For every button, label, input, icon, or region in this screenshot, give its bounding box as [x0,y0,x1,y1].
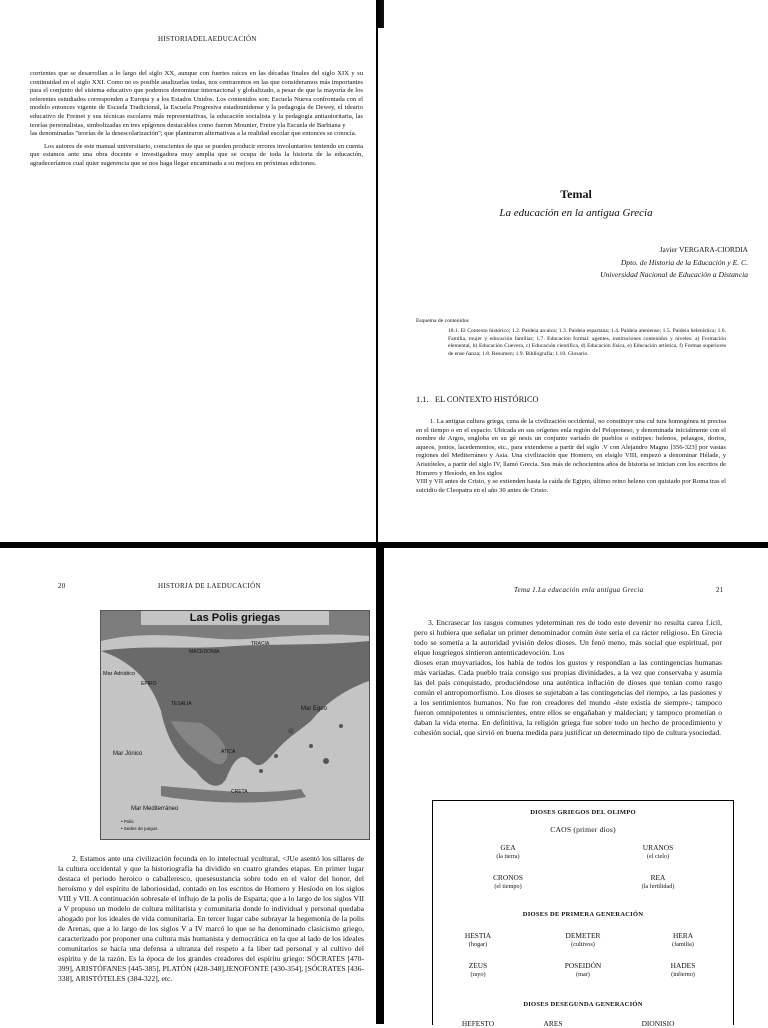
god-domain: (infierno) [671,971,695,978]
author-university: Universidad Nacional de Educación a Distancia [600,270,748,279]
god-entry [613,873,703,891]
map-label: ATICA [221,749,236,755]
god-name: HADES [670,961,696,970]
body-paragraph [30,70,363,169]
map-legend-games: • Sedes de juegos [121,826,158,831]
god-name: HESTIA [464,931,492,940]
god-name-partial: HEFESTO [461,1019,495,1028]
running-head: HISTORJA DE LAEDUCACIÓN [158,582,261,590]
caos-entry: CAOS (primer dios) [550,825,616,834]
running-head: HISTORIADELAEDUCACIÓN [158,35,257,43]
god-domain: (el tiempo) [494,883,522,890]
chapter-subtitle: La educación en la antigua Grecia [499,207,653,219]
page-preface-end [0,0,376,542]
body-paragraph [414,618,722,738]
god-domain: (el cielo) [646,853,670,860]
god-entry [538,931,628,949]
map-label: Mar Adriático [103,671,136,677]
map-label: MACEDONIA [189,649,220,655]
page-map [0,548,376,1024]
paragraph-text: las denominadas "teorías de la desescolarización"; que plantearon alternativas a la realidad escolar que entonces se conocía. [30,130,357,138]
god-entry [463,843,553,861]
god-domain: (la fertilidad) [641,883,675,890]
table-heading: DIOSES DE PRIMERA GENERACIÓN [522,911,644,918]
page-chapter-opening [384,0,768,542]
section-body [416,418,726,495]
paragraph-text: 3. Encrasecar los rasgos comunes ydeterminan res de todo este devenir no resulta carea f.icil, pero si hubiera que señalar un primer denominador común éste sería el ca rácter religioso. En Grecia todo se sometía a la autoridad yvisión delos dioses. Un fenó meno, más social que espiritual, por elque losgriegos sintieron antenticadevoción. Los [414,618,722,657]
god-domain: (rayo) [470,971,486,978]
scheme-contents: 18.1. El Contexto histórico; 1.2. Paideia arcaica; 1.3. Paideia espartana; 1.4. Paideia ateniense; 1.5. Paideia helenística; 1.6. Familia, mujer y educación familiar; 1.7. Educación formal: agentes, instituciones contenidos y niveles: a) Formación elemental, b) Educación Cuevera, c) Educación científica, d) Educación física, e) Educación artística, f) Formas superiores de ense ñanza; 1.8. Resumen; 1.9. Bibliografía; 1.10. Glosario. [448,328,726,357]
god-name: GEA [500,843,516,852]
paragraph-text: VIII y VII antes de Cristo, y se extienden hasta la caída de Egipto, último reino heleno con quistado por Roma tras el suicidio de Cleopatra en el año 30 antes de Cristo. [416,478,726,494]
god-domain: (hogar) [468,941,488,948]
god-domain: (la tierra) [496,853,520,860]
gods-table [432,800,734,1028]
god-entry [638,961,728,979]
god-name-partial: DIONISIO [641,1019,675,1028]
page-divider-vertical [376,0,378,542]
god-name: HERA [672,931,694,940]
god-domain: (cultivos) [571,941,595,948]
map-label: TRACIA [251,641,270,647]
god-name: REA [650,873,666,882]
body-paragraph [58,854,364,984]
paragraph-text: 1. La antigua cultura griega, cuna de la civilización occidental, no constituye una cul tura homogénea ni precisa en el tiempo o en el espacio. Ubicada en sus orígenes enla región del Peloponeso, y denominada inicialmente con el nombre de Argos, engloba en su gé nesis un conjunto variado de pueblos o estirpes: helenos, pelasgos, dorios, aqueos, jonios, lacedemonios, etc., para extenderse a partir del siglo .V con Alejandro Magno [356-323] por vastas regiones del Mediterráneo y Asia. Una civilización que Homero, en elsiglo VIII, empezó a denominar Hélade, y Aristóteles, a partir del siglo IV, llamó Grecia. Sus más de ochocientos años de historia se inician con los escritos de Homero y Hesíodo, en los siglos [416,418,726,477]
page-number: 20 [58,582,66,590]
god-entry [538,961,628,979]
map-graphic [101,611,369,839]
author-name: Javier VERGARA-CIORDIA [659,245,748,254]
map-label: EPIRO [141,681,157,687]
map-label: TESALIA [171,701,192,707]
god-entry [638,931,728,949]
paragraph-text: 2. Estamos ante una civilización fecunda en lo intelectual ycultural, <JUe asentó los sillares de la cultura occidental y que la historiografía ha dividido en cuatro grandes etapas. En primer lugar destaca el periodo heroico o caballeresco, quesesustancia sobre todo en el valor del honor, del heroísmo y del espíritu de laboriosidad, contado en los escritos de Homero y Hesíodo en los siglos VIII y VII. A continuación sobresale el influjo de la polis de Esparta, que a lo largo de los siglos VII a V propuso un modelo de cultura militarista y comunitaria donde lo individual y personal quedaba ahogado por los ideales de vida comunitaria. En tercer lugar cabe subrayar la hegemonía de la polis de Arenas, que a lo largo de los siglos V a IV marcó lo que se ha denominado clasicismo griego, caracterizado por proponer una cultura más humanista y democrática en la que al lado de los ideales comunitarios se hacía una defensa a ultranza del respeto a fa liber tad personal y al cultivo del espíritu y de la razón. Es la época de los grandes creadores del espíritu griego: SÓCRATES [470-399], ARISTÓFANES [445-385], PLATÓN (428-348],JENOFONTE [430-354], [SÓCRATES [436-338], ARISTÓTELES (384-322], etc. [58,854,364,983]
paragraph-text: Los autores de este manual universitario, conscientes de que se pueden producir errores involuntarios teniendo en cuenta que estamos ante una obra docente e investigadora muy amplia que se ocupa de toda la historia de la educación, agradeceríamos cual quier sugerencia que se nos haga llegar encaminada a su mejora en próximas ediciones. [30,142,363,167]
map-label: Mar Jónico [113,751,143,757]
god-entry [433,931,523,949]
god-name: URANOS [642,843,674,852]
table-heading: DIOSES DESEGUNDA GENERACIÓN [523,1001,643,1008]
god-entry [433,961,523,979]
god-domain: (mar) [576,971,590,978]
map-label: Mar Mediterráneo [131,806,179,812]
paragraph-text: dioses eran muyvariados, los había de todos los gustos y respondían a las contingencias humanas más variadas. Cada pueblo traía consigo sus propias divinidades, a la vez que conservaba y asumía las del país conquistado, produciéndose una auténtica inflación de dioses que tenían como rasgo común el antropomorfismo. Los dioses se sujetaban a las contingencias del riempo, .a las pasiones y a los sentimientos humanos. No fue ron creadores del mundo -éste existía de siempre-; tampoco fueron omnipotentes u omniscientes, entre ellos se engañaban y maldecían; y tampoco prometían o daban la vida eterna. En definitiva, la religión griega fue sobre todo un hecho de procedimiento y cohesión social, que sirvió en buena medida para justificar un determinado tipo de cultura ysociedad. [414,658,722,737]
table-heading: DIOSES GRIEGOS DEL OLIMPO [530,809,636,816]
god-name: POSEIDÓN [564,961,602,970]
god-name-partial: ARES [543,1019,563,1028]
map-label: Mar Egeo [301,706,328,712]
page-number: 21 [716,586,724,594]
map-title: Las Polis griegas [189,612,281,624]
section-heading: 1.1. EL CONTEXTO HISTÓRICO [416,395,539,404]
god-entry [463,873,553,891]
chapter-title: Temal [560,187,592,201]
god-domain: (familia) [672,941,694,948]
god-name: ZEUS [468,961,488,970]
paragraph-text: corrientes que se desarrollan a lo largo del siglo XX, aunque con fuertes raíces en las décadas finales del siglo XIX y su continuidad en el siglo XXI. Como no es posible analizarlas todas, nos centraremos en las que consideramos más importantes para el conjunto del sistema educativo que podemos denominar internacional y globalizado, a pesar de que la mayoría de los referentes estudiados corresponden a Europa y a los Estados Unidos. Los contenidos son: Escuela Nueva confrontada con el modelo entonces vigente de Escuela Tradicional, la Escuela Progresiva estadounidense y la pedagogía de Dewey, el ideario educativo de Freinet y sus técnicas escolares más representativas, la educación socialista y la pedagogía antiautoritaria, las teorías personalistas, simbolizadas en tres epígonos destacables como fueron Mounier, Freire yla Escuela de Barbiana y [30,70,363,129]
god-name: CRONOS [493,873,523,882]
running-head: Tema 1.La educación enla antigua Grecia [514,586,644,594]
god-name: DEMETER [565,931,601,940]
scheme-label: Esquema de contenidos [416,318,469,324]
map-legend-polis: • Polis [121,819,134,824]
god-entry [613,843,703,861]
author-department: Dpto. de Historia de la Educación y E. C. [620,258,748,267]
map-label: CRETA [231,789,248,795]
page-divider-vertical-lower [376,548,384,1024]
polis-map [100,610,370,840]
